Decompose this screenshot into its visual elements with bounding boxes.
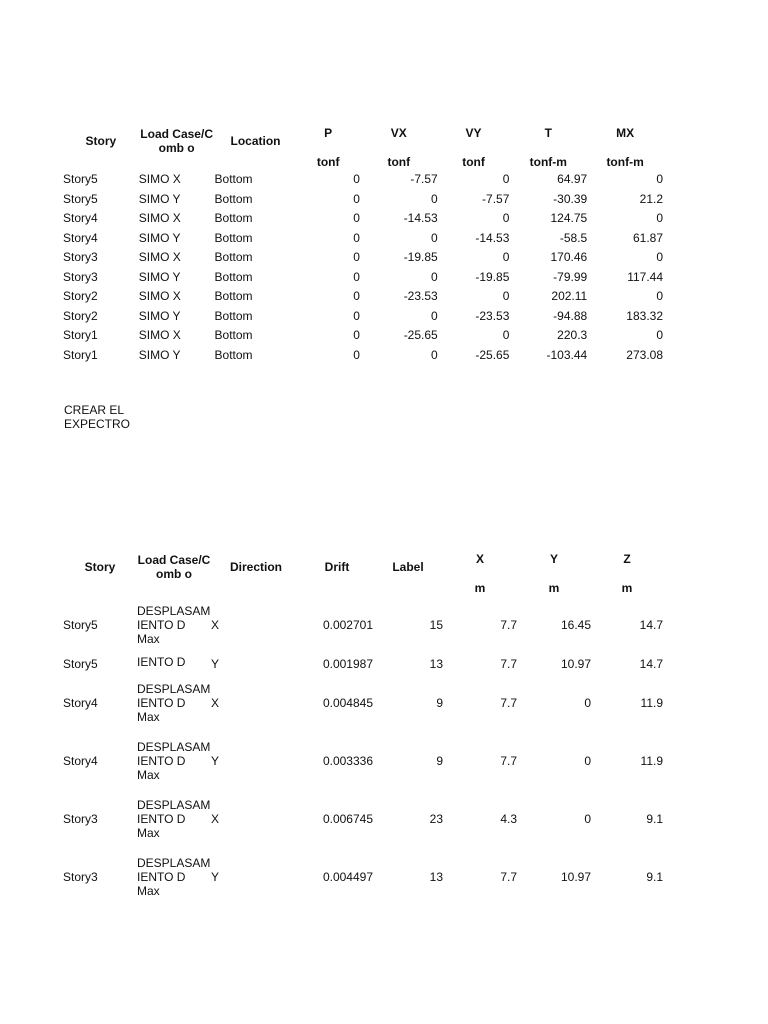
table-cell: 11.9	[640, 754, 663, 768]
table-cell: Story5	[63, 657, 98, 671]
table-body	[63, 170, 663, 365]
column-header: Load Case/Comb o	[140, 127, 213, 155]
table-cell: Bottom	[214, 172, 253, 186]
table-row	[63, 170, 663, 190]
table-cell: 0	[431, 230, 438, 245]
table-cell: -58.5	[559, 230, 588, 245]
table-cell: 0	[502, 250, 510, 264]
table-cell: SIMO Y	[138, 191, 181, 206]
table-cell: 14.7	[639, 618, 663, 632]
table-cell: SIMO X	[138, 250, 181, 264]
column-header: MX	[616, 126, 635, 140]
table-cell: -7.57	[482, 191, 510, 206]
table-cell: Y	[211, 754, 220, 768]
table-cell: 117.44	[627, 269, 663, 284]
table-cell: 0	[353, 308, 360, 323]
column-header: Load Case/Comb o	[137, 553, 211, 581]
table-cell: 0	[353, 269, 360, 284]
column-header: VY	[465, 126, 482, 140]
table-cell: SIMO X	[138, 328, 181, 342]
table-cell: -14.53	[475, 230, 510, 245]
table-cell: 0	[656, 250, 663, 264]
table-cell: Bottom	[214, 328, 253, 342]
table-cell: Story3	[63, 812, 98, 826]
cell-text: DESPLASAM IENTO D Max	[137, 604, 211, 646]
table-cell: 0	[656, 172, 663, 186]
table-cell: 183.32	[626, 308, 663, 323]
table-cell: Story5	[63, 172, 98, 186]
table-row	[63, 307, 663, 327]
table-row	[63, 674, 663, 732]
table-cell: 0	[502, 289, 510, 303]
table-cell: 7.7	[500, 696, 517, 710]
table-row	[63, 190, 663, 210]
table-row	[63, 248, 663, 268]
column-header: X	[475, 552, 484, 566]
table-cell: 0	[584, 754, 591, 768]
cell-text: DESPLASAM IENTO D Max	[137, 682, 211, 724]
table-cell: -19.85	[403, 250, 438, 264]
table-cell	[137, 732, 211, 790]
table-cell: 0	[353, 172, 360, 186]
table-cell	[137, 596, 211, 654]
table-row	[63, 596, 663, 654]
table-cell: 0	[353, 250, 360, 264]
table-cell: 4.3	[500, 812, 517, 826]
table-row	[63, 346, 663, 366]
table-cell: 202.11	[551, 289, 588, 303]
table-cell: Bottom	[214, 289, 253, 303]
table-body	[63, 596, 663, 906]
table-cell: 0.004845	[322, 696, 373, 710]
table-cell	[137, 790, 211, 848]
table-cell: Bottom	[214, 347, 253, 362]
column-header: VX	[390, 126, 407, 140]
table-cell: 23	[429, 812, 443, 826]
column-header: P	[324, 126, 333, 140]
table-cell: X	[211, 696, 220, 710]
table-cell: -79.99	[553, 269, 588, 284]
table-cell: -23.53	[475, 308, 510, 323]
table-cell: X	[211, 812, 220, 826]
table-row	[63, 326, 663, 346]
table-row	[63, 732, 663, 790]
table-cell: SIMO X	[138, 289, 181, 303]
table-cell: 0	[431, 347, 438, 362]
column-unit: m	[548, 581, 560, 595]
table-cell: 273.08	[626, 347, 663, 362]
table-cell: 61.87	[632, 230, 663, 245]
table-cell: 0	[353, 347, 360, 362]
table-cell: 7.7	[500, 870, 517, 884]
table-cell: Bottom	[214, 211, 253, 225]
column-header: Z	[623, 552, 631, 566]
table-cell: Story4	[63, 211, 98, 225]
table-cell: 0	[502, 172, 510, 186]
column-header: Direction	[229, 560, 282, 574]
column-unit: m	[621, 581, 633, 595]
table-cell: Story4	[63, 754, 98, 768]
table-cell: 0	[431, 308, 438, 323]
table-cell: 13	[429, 657, 443, 671]
cell-text: IENTO D	[137, 655, 186, 669]
table-cell: 11.9	[640, 696, 663, 710]
column-unit: tonf-m	[529, 155, 567, 169]
table-cell: Bottom	[214, 191, 253, 206]
column-unit: tonf-m	[606, 155, 644, 169]
table-cell: Story2	[63, 308, 98, 323]
table-cell	[137, 848, 211, 906]
table-cell: 0	[353, 211, 360, 225]
column-header: Story	[85, 134, 117, 148]
table-cell: 16.45	[560, 618, 591, 632]
table-cell: 10.97	[560, 657, 591, 671]
table-row	[63, 654, 663, 674]
table-cell: 124.75	[550, 211, 588, 225]
table-cell: Story3	[63, 870, 98, 884]
table-cell: 7.7	[500, 754, 517, 768]
table-cell: SIMO Y	[138, 269, 181, 284]
table-cell: SIMO Y	[138, 347, 181, 362]
table-cell: Y	[211, 657, 220, 671]
table-cell: Story1	[63, 347, 98, 362]
table-cell: Bottom	[214, 230, 253, 245]
table-cell: Story1	[63, 328, 98, 342]
table-cell: 0.003336	[322, 754, 373, 768]
table-cell: -25.65	[475, 347, 510, 362]
table-cell: 0	[584, 812, 591, 826]
table-cell: 9.1	[646, 870, 663, 884]
table-cell: 13	[429, 870, 443, 884]
column-unit: tonf	[462, 155, 485, 169]
table-cell: 15	[429, 618, 443, 632]
table-cell: SIMO X	[138, 211, 181, 225]
table-cell: 0.001987	[322, 657, 373, 671]
story-drifts-table	[63, 538, 663, 906]
table-cell: 21.2	[639, 191, 663, 206]
column-unit: tonf	[387, 155, 411, 169]
table-cell: 64.97	[557, 172, 588, 186]
table-row	[63, 209, 663, 229]
table-cell: Story4	[63, 696, 98, 710]
header-row	[63, 112, 663, 154]
table-cell: Y	[211, 870, 220, 884]
column-unit: tonf	[316, 155, 340, 169]
table-cell: 0	[353, 328, 360, 342]
column-header: Y	[549, 552, 558, 566]
table-cell: -7.57	[410, 172, 438, 186]
table-cell	[137, 674, 211, 732]
table-row	[63, 268, 663, 288]
table-cell: 0	[353, 230, 360, 245]
column-header: Drift	[324, 560, 350, 574]
table-cell: 9.1	[646, 812, 663, 826]
table-cell: 0	[431, 269, 438, 284]
table-cell	[137, 654, 211, 674]
cell-text: DESPLASAM IENTO D Max	[137, 798, 211, 840]
table-cell: -14.53	[403, 211, 438, 225]
table-cell: 0	[584, 696, 591, 710]
table-cell: 220.3	[557, 328, 588, 342]
table-row	[63, 790, 663, 848]
table-cell: Bottom	[214, 269, 253, 284]
table-cell: Bottom	[214, 308, 253, 323]
table-cell: 0	[502, 328, 510, 342]
table-cell: 0.006745	[322, 812, 373, 826]
table-cell: Story5	[63, 618, 98, 632]
header-row	[63, 538, 663, 580]
cell-text: DESPLASAM IENTO D Max	[137, 856, 211, 898]
table-cell: 0.004497	[322, 870, 373, 884]
story-forces-table	[63, 112, 663, 365]
table-cell: Bottom	[214, 250, 253, 264]
table-cell: Story5	[63, 191, 98, 206]
column-header: T	[544, 126, 552, 140]
table-cell: 9	[436, 754, 443, 768]
table-cell: -25.65	[403, 328, 438, 342]
table-cell: Story2	[63, 289, 98, 303]
table-cell: 0	[656, 289, 663, 303]
table-row	[63, 848, 663, 906]
cell-text: DESPLASAM IENTO D Max	[137, 740, 211, 782]
table-cell: 0	[431, 191, 438, 206]
table-cell: -30.39	[553, 191, 588, 206]
table-cell: Story3	[63, 269, 98, 284]
column-header: Label	[392, 560, 424, 574]
table-cell: -103.44	[546, 347, 588, 362]
table-cell: 7.7	[500, 657, 517, 671]
table-cell: Story4	[63, 230, 98, 245]
table-cell: 0	[656, 328, 663, 342]
table-cell: -19.85	[475, 269, 510, 284]
table-cell: 10.97	[560, 870, 591, 884]
table-cell: Story3	[63, 250, 98, 264]
table-cell: SIMO Y	[138, 308, 181, 323]
column-header: Story	[84, 560, 116, 574]
table-cell: SIMO Y	[138, 230, 181, 245]
table-cell: 0	[656, 211, 663, 225]
table-row	[63, 229, 663, 249]
table-cell: 9	[436, 696, 443, 710]
table-cell: 0.002701	[322, 618, 373, 632]
table-cell: -94.88	[553, 308, 588, 323]
table-cell: 170.46	[550, 250, 588, 264]
column-header: Location	[230, 134, 281, 148]
table-cell: X	[211, 618, 220, 632]
table-cell: 7.7	[500, 618, 517, 632]
table-cell: 0	[353, 289, 360, 303]
spectrum-note: CREAR EL EXPECTRO	[64, 403, 131, 431]
table-cell: SIMO X	[138, 172, 181, 186]
table-cell: 0	[353, 191, 360, 206]
table-cell: 14.7	[639, 657, 663, 671]
table-cell: 0	[502, 211, 510, 225]
table-cell: -23.53	[403, 289, 438, 303]
table-row	[63, 287, 663, 307]
column-unit: m	[474, 581, 486, 595]
